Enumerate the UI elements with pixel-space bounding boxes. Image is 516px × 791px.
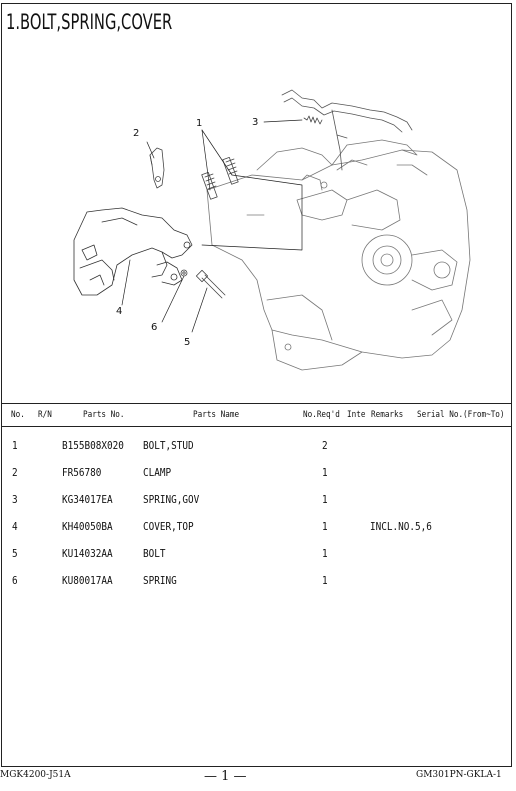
table-row (0, 520, 512, 538)
footer-catalog-code: GM301PN-GKLA-1 (416, 770, 502, 780)
row-no: 1 (12, 439, 18, 452)
page-title: 1.BOLT,SPRING,COVER (6, 10, 173, 34)
table-top-rule (1, 403, 512, 404)
table-header-rule (1, 426, 512, 427)
callout-6: 6 (151, 322, 158, 333)
spring-drawing (181, 270, 187, 276)
table-row (0, 466, 512, 484)
header-rn: R/N (38, 410, 52, 420)
row-parts-name: COVER,TOP (143, 520, 194, 533)
bolt-drawing (196, 270, 225, 298)
callout-1: 1 (196, 118, 203, 129)
header-remarks: Remarks (371, 410, 404, 420)
row-remarks: INCL.NO.5,6 (370, 520, 432, 533)
table-row (0, 574, 512, 592)
row-parts-no: KG34017EA (62, 493, 113, 506)
footer-model-code: MGK4200-J51A (0, 770, 71, 780)
callout-3: 3 (252, 117, 259, 128)
row-parts-no: KH40050BA (62, 520, 113, 533)
header-serial: Serial No.(From~To) (417, 410, 505, 420)
row-req: 1 (322, 547, 328, 560)
callout-2: 2 (133, 128, 140, 139)
row-parts-name: BOLT (143, 547, 166, 560)
row-parts-name: SPRING (143, 574, 177, 587)
row-no: 4 (12, 520, 18, 533)
row-parts-no: B155B08X020 (62, 439, 124, 452)
row-parts-name: CLAMP (143, 466, 172, 479)
row-parts-no: KU80017AA (62, 574, 113, 587)
callout-4: 4 (116, 306, 123, 317)
table-row (0, 439, 512, 457)
table-row (0, 493, 512, 511)
leader-lines (122, 120, 302, 332)
spring-gov-drawing (304, 116, 322, 124)
row-parts-name: SPRING,GOV (143, 493, 200, 506)
row-no: 5 (12, 547, 18, 560)
row-no: 6 (12, 574, 18, 587)
row-req: 1 (322, 574, 328, 587)
row-no: 3 (12, 493, 18, 506)
parts-diagram (2, 40, 511, 400)
row-parts-name: BOLT,STUD (143, 439, 194, 452)
top-cover-drawing (74, 208, 192, 295)
callout-5: 5 (184, 337, 191, 348)
header-inte: Inte (347, 410, 366, 420)
header-parts-name: Parts Name (193, 410, 240, 420)
row-req: 2 (322, 439, 328, 452)
page-number: — 1 — (204, 769, 247, 784)
header-no: No. (11, 410, 25, 420)
row-req: 1 (322, 520, 328, 533)
header-req: No.Req'd (303, 410, 340, 420)
engine-block (207, 140, 470, 370)
row-parts-no: FR56780 (62, 466, 102, 479)
row-req: 1 (322, 493, 328, 506)
row-no: 2 (12, 466, 18, 479)
header-parts-no: Parts No. (83, 410, 125, 420)
table-row (0, 547, 512, 565)
row-req: 1 (322, 466, 328, 479)
governor-linkage (282, 90, 412, 170)
row-parts-no: KU14032AA (62, 547, 113, 560)
